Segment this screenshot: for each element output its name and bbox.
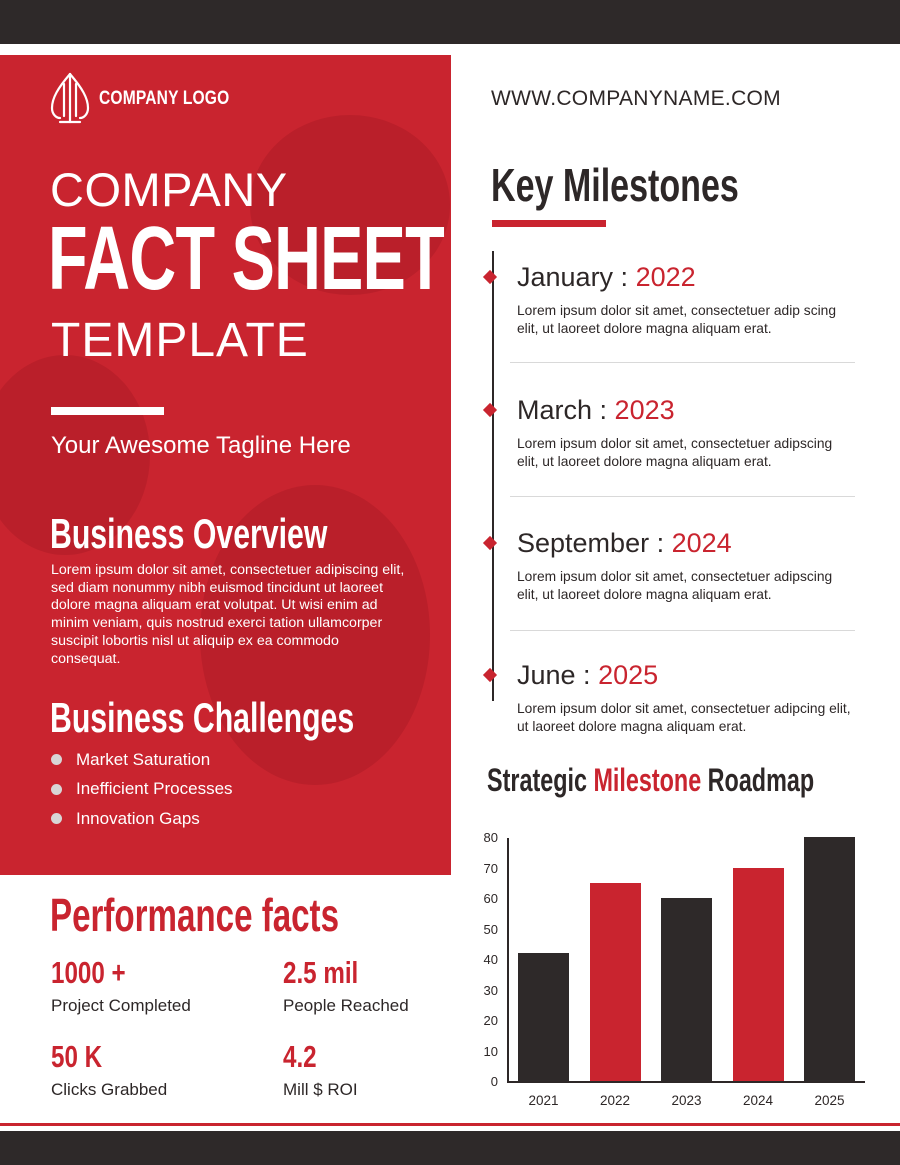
milestone-year: 2023: [614, 395, 675, 425]
x-axis: [507, 1081, 865, 1083]
bar-2022: [590, 883, 641, 1081]
stat-value: 4.2: [283, 1039, 317, 1074]
business-overview-text: Lorem ipsum dolor sit amet, consectetuer adipiscing elit, sed diam nonummy nibh euismod tincidunt ut laoreet dolore magna aliquam erat volutpat. Ut wisi enim ad minim veniam, quis nostrud exerci tation ullamcorper suscipit lobortis nisl ut aliquip ex ea commodo consequat.: [51, 562, 405, 667]
y-tick-label: 60: [483, 891, 498, 906]
footer-bar: [0, 1131, 900, 1165]
milestone-text: Lorem ipsum dolor sit amet, consectetuer adipscing elit, ut laoreet dolore magna aliquam erat.: [517, 569, 833, 602]
bullet-icon: [51, 813, 62, 824]
milestones-underline: [492, 220, 606, 227]
x-tick-label: 2022: [599, 1093, 631, 1108]
bullet-icon: [51, 754, 62, 765]
stat-label: Clicks Grabbed: [51, 1080, 168, 1099]
stat-roi: [283, 1041, 358, 1100]
tagline: Your Awesome Tagline Here: [51, 432, 351, 459]
y-tick-label: 20: [483, 1013, 498, 1028]
stat-label: People Reached: [283, 996, 409, 1015]
stat-label: Mill $ ROI: [283, 1080, 358, 1099]
x-tick-label: 2023: [671, 1093, 702, 1108]
diamond-marker-icon: [483, 536, 497, 550]
bar-2021: [518, 953, 569, 1081]
x-tick-label: 2021: [528, 1093, 559, 1108]
diamond-marker-icon: [483, 270, 497, 284]
list-item-label: Innovation Gaps: [76, 808, 200, 828]
milestone-item: [517, 397, 857, 471]
diamond-marker-icon: [483, 668, 497, 682]
milestone-text: Lorem ipsum dolor sit amet, consectetuer adipscing elit, ut laoreet dolore magna aliquam erat.: [517, 436, 833, 469]
bar-2025: [804, 837, 855, 1081]
logo-text: COMPANY LOGO: [99, 88, 230, 109]
stat-people: [283, 957, 409, 1016]
business-challenges-heading: Business Challenges: [50, 694, 355, 741]
list-item: [51, 775, 233, 805]
bullet-icon: [51, 784, 62, 795]
y-tick-label: 0: [490, 1074, 498, 1089]
milestone-year: 2022: [635, 262, 696, 292]
title-fact-sheet: FACT SHEET: [48, 209, 445, 309]
y-tick-label: 40: [483, 952, 498, 967]
milestone-text: Lorem ipsum dolor sit amet, consectetuer adipcing elit, ut laoreet dolore magna aliquam erat.: [517, 701, 851, 734]
list-item: [51, 804, 233, 834]
milestone-divider: [510, 496, 855, 497]
title-company: COMPANY: [50, 163, 288, 216]
milestone-year: 2024: [671, 528, 732, 558]
company-url[interactable]: WWW.COMPANYNAME.COM: [491, 87, 781, 110]
stat-label: Project Completed: [51, 996, 191, 1015]
challenges-list: [51, 745, 233, 834]
x-tick-label: 2024: [742, 1093, 774, 1108]
stat-projects: [51, 957, 191, 1016]
milestone-item: [517, 530, 857, 604]
y-tick-label: 70: [483, 860, 498, 876]
milestone-date: January : 2022: [517, 262, 696, 292]
building-logo-icon: [50, 72, 90, 126]
business-overview-heading: Business Overview: [50, 510, 328, 557]
footer-accent-line: [0, 1123, 900, 1126]
list-item-label: Market Saturation: [76, 749, 211, 769]
y-tick-label: 30: [483, 982, 498, 998]
milestone-year: 2025: [598, 660, 659, 690]
stat-clicks: [51, 1041, 167, 1100]
milestone-item: [517, 264, 857, 338]
list-item: [51, 745, 233, 775]
x-tick-label: 2025: [814, 1093, 845, 1108]
y-tick-label: 50: [483, 921, 498, 937]
roadmap-bar-chart: [470, 820, 870, 1120]
milestone-date: September : 2024: [517, 528, 732, 558]
bar-2024: [733, 868, 784, 1082]
milestone-divider: [510, 362, 855, 363]
milestone-date: March : 2023: [517, 395, 675, 425]
key-milestones-heading: Key Milestones: [491, 159, 739, 211]
hero-divider: [51, 407, 164, 415]
roadmap-chart-title: Strategic Milestone Roadmap: [487, 762, 815, 798]
timeline-line: [492, 251, 494, 701]
y-tick-label: 80: [483, 830, 498, 845]
diamond-marker-icon: [483, 403, 497, 417]
bar-2023: [661, 898, 712, 1081]
milestone-date: June : 2025: [517, 660, 659, 690]
title-template: TEMPLATE: [51, 314, 309, 367]
stat-value: 50 K: [51, 1039, 103, 1074]
y-axis: [507, 838, 509, 1083]
milestone-divider: [510, 630, 855, 631]
top-header-bar: [0, 0, 900, 44]
stat-value: 2.5 mil: [283, 955, 359, 990]
stat-value: 1000 +: [51, 955, 126, 990]
milestone-text: Lorem ipsum dolor sit amet, consectetuer adip scing elit, ut laoreet dolore magna aliquam erat.: [517, 303, 837, 336]
performance-facts-heading: Performance facts: [50, 889, 340, 941]
y-tick-label: 10: [483, 1043, 498, 1059]
company-logo: [50, 72, 258, 126]
list-item-label: Inefficient Processes: [76, 779, 233, 799]
milestone-item: [517, 662, 857, 736]
